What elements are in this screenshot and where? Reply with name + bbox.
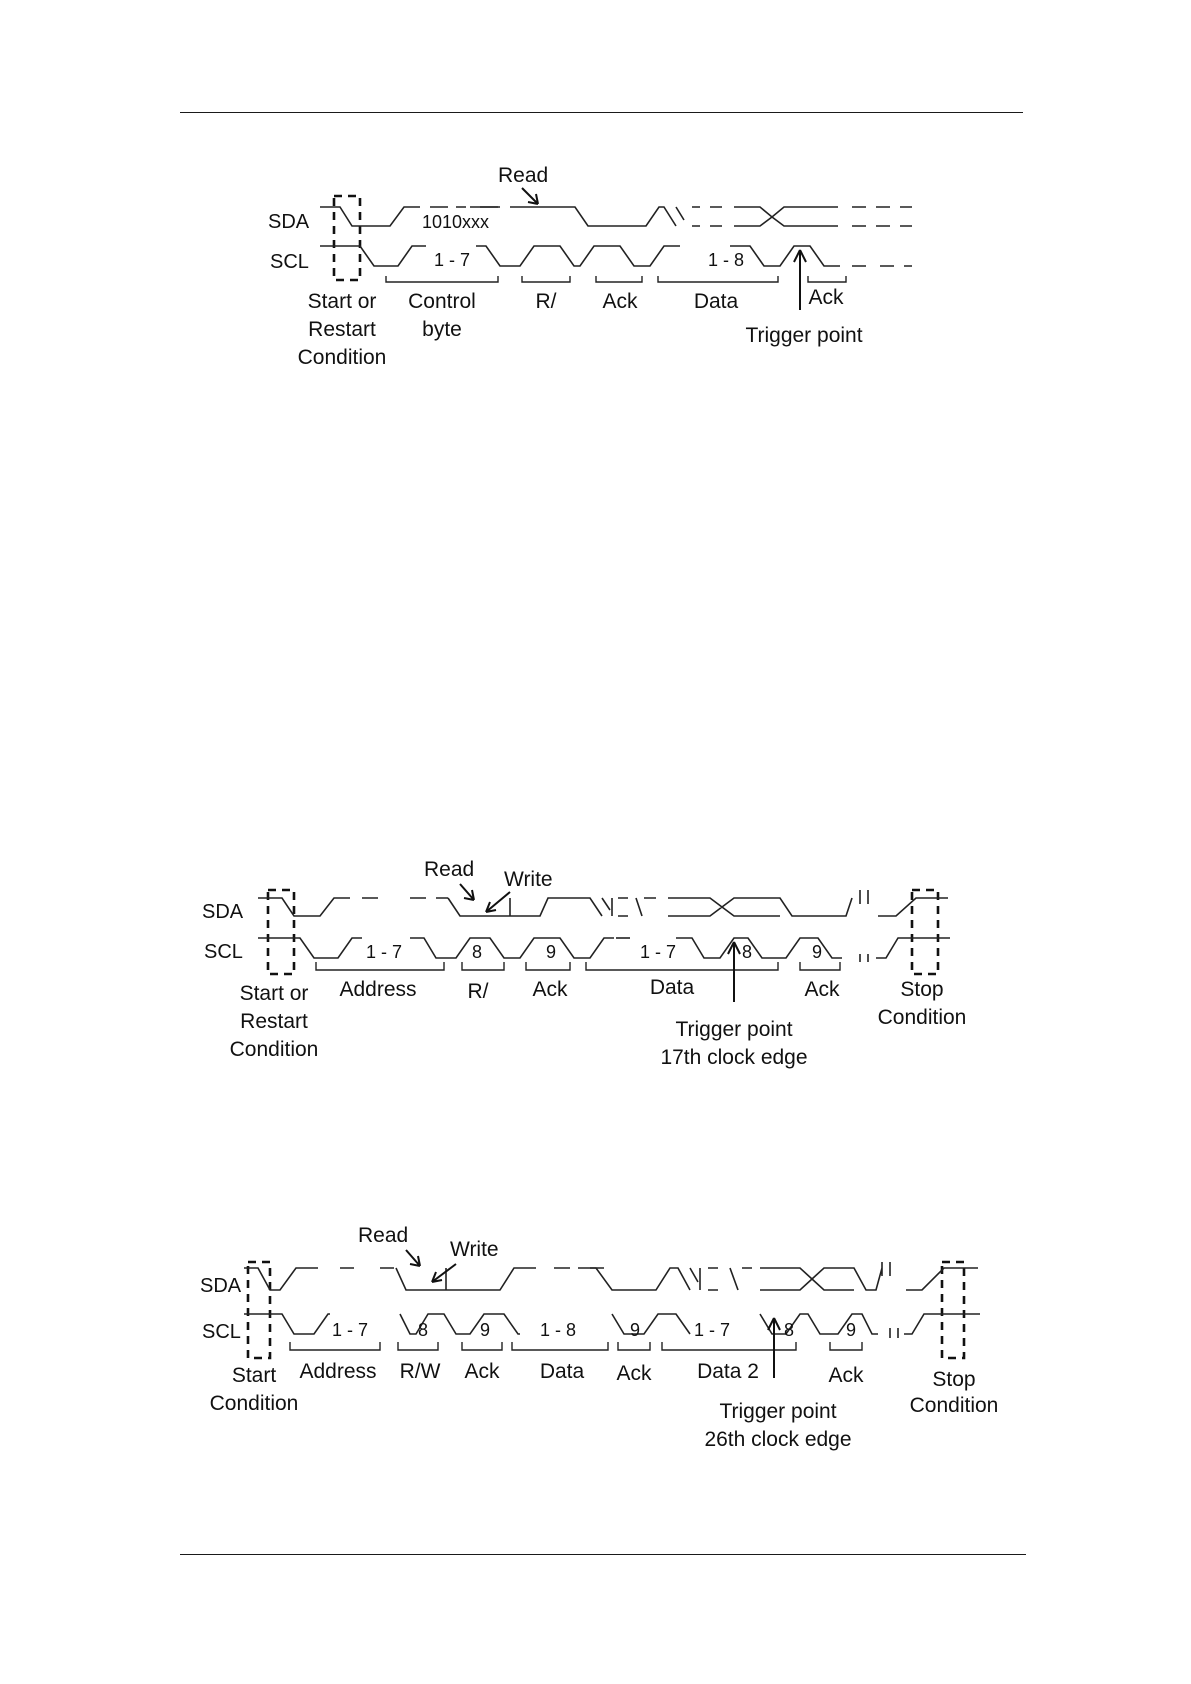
read-label: Read xyxy=(424,858,475,881)
scl-group-ack: 9 xyxy=(480,1320,491,1340)
data-label: Data xyxy=(693,290,739,313)
ack2-label: Ack xyxy=(804,978,840,1001)
start-label-line2: Restart xyxy=(308,318,376,341)
ack-label: Ack xyxy=(532,978,568,1001)
trigger-label-line2: 17th clock edge xyxy=(660,1046,808,1069)
rw-bracket xyxy=(398,1342,438,1350)
footer-rule xyxy=(180,1554,1026,1555)
data-label: Data xyxy=(649,976,695,999)
start-label-line3: Condition xyxy=(297,346,387,369)
write-label: Write xyxy=(504,868,553,891)
start-condition-box xyxy=(248,1262,270,1358)
control-label-line1: Control xyxy=(408,290,476,313)
data2-bracket xyxy=(662,1342,796,1350)
trigger-label: Trigger point xyxy=(745,324,863,347)
sda-label: SDA xyxy=(202,901,244,923)
ack3-bracket xyxy=(830,1342,862,1350)
ack-bracket xyxy=(462,1342,502,1350)
start-label-line1: Start xyxy=(231,1364,277,1387)
scl-group-address: 1 - 7 xyxy=(332,1320,369,1340)
sda-value: 1010xxx xyxy=(422,212,490,232)
trigger-label-line1: Trigger point xyxy=(675,1018,793,1041)
sda-label: SDA xyxy=(268,211,310,233)
sda-waveform xyxy=(244,1262,978,1290)
scl-label: SCL xyxy=(202,1321,241,1343)
read-label: Read xyxy=(498,164,549,187)
ack3-label: Ack xyxy=(828,1364,864,1387)
scl-group-data: 1 - 7 xyxy=(640,942,677,962)
ack2-label: Ack xyxy=(616,1362,652,1385)
scl-group-data: 1 - 8 xyxy=(540,1320,577,1340)
start-label-line1: Start or xyxy=(307,290,377,313)
start-label-line1: Start or xyxy=(239,982,309,1005)
rw-label: R/ xyxy=(535,290,557,313)
write-label: Write xyxy=(450,1238,499,1261)
scl-label: SCL xyxy=(270,251,309,273)
stop-condition-box xyxy=(942,1262,964,1358)
data-bracket xyxy=(512,1342,608,1350)
ack-label: Ack xyxy=(602,290,638,313)
scl-group-bits: 1 - 7 xyxy=(434,250,471,270)
ack2-label: Ack xyxy=(808,286,844,309)
ack2-bracket xyxy=(618,1342,650,1350)
stop-label-line2: Condition xyxy=(877,1006,967,1029)
scl-group-ack3: 9 xyxy=(846,1320,857,1340)
stop-label-line2: Condition xyxy=(909,1394,999,1417)
scl-group-data2: 1 - 7 xyxy=(694,1320,731,1340)
scl-label: SCL xyxy=(204,941,243,963)
scl-group-address: 1 - 7 xyxy=(366,942,403,962)
rw-label: R/W xyxy=(399,1360,441,1383)
trigger-label-line1: Trigger point xyxy=(719,1400,837,1423)
rw-label: R/ xyxy=(467,980,489,1003)
scl-group-bit8: 8 xyxy=(742,942,753,962)
control-label-line2: byte xyxy=(422,318,462,341)
scl-group-rw: 8 xyxy=(472,942,483,962)
data-label: Data xyxy=(539,1360,585,1383)
scl-group-ack2: 9 xyxy=(630,1320,641,1340)
stop-label-line1: Stop xyxy=(900,978,944,1001)
data2-label: Data 2 xyxy=(697,1360,759,1383)
sda-label: SDA xyxy=(200,1275,242,1297)
address-label: Address xyxy=(299,1360,377,1383)
read-arrow xyxy=(406,1250,420,1266)
ack-label: Ack xyxy=(464,1360,500,1383)
trigger-arrow xyxy=(768,1318,780,1378)
start-label-line2: Restart xyxy=(240,1010,308,1033)
scl-group-data: 1 - 8 xyxy=(708,250,745,270)
scl-group-ack2: 9 xyxy=(812,942,823,962)
scl-group-bit8: 8 xyxy=(784,1320,795,1340)
start-label-line2: Condition xyxy=(209,1392,299,1415)
read-label: Read xyxy=(358,1224,409,1247)
address-label: Address xyxy=(339,978,417,1001)
address-bracket xyxy=(290,1342,380,1350)
trigger-label-line2: 26th clock edge xyxy=(704,1428,852,1451)
write-arrow xyxy=(432,1264,456,1282)
scl-group-rw: 8 xyxy=(418,1320,429,1340)
start-label-line3: Condition xyxy=(229,1038,319,1061)
stop-label-line1: Stop xyxy=(932,1368,976,1391)
scl-group-ack: 9 xyxy=(546,942,557,962)
